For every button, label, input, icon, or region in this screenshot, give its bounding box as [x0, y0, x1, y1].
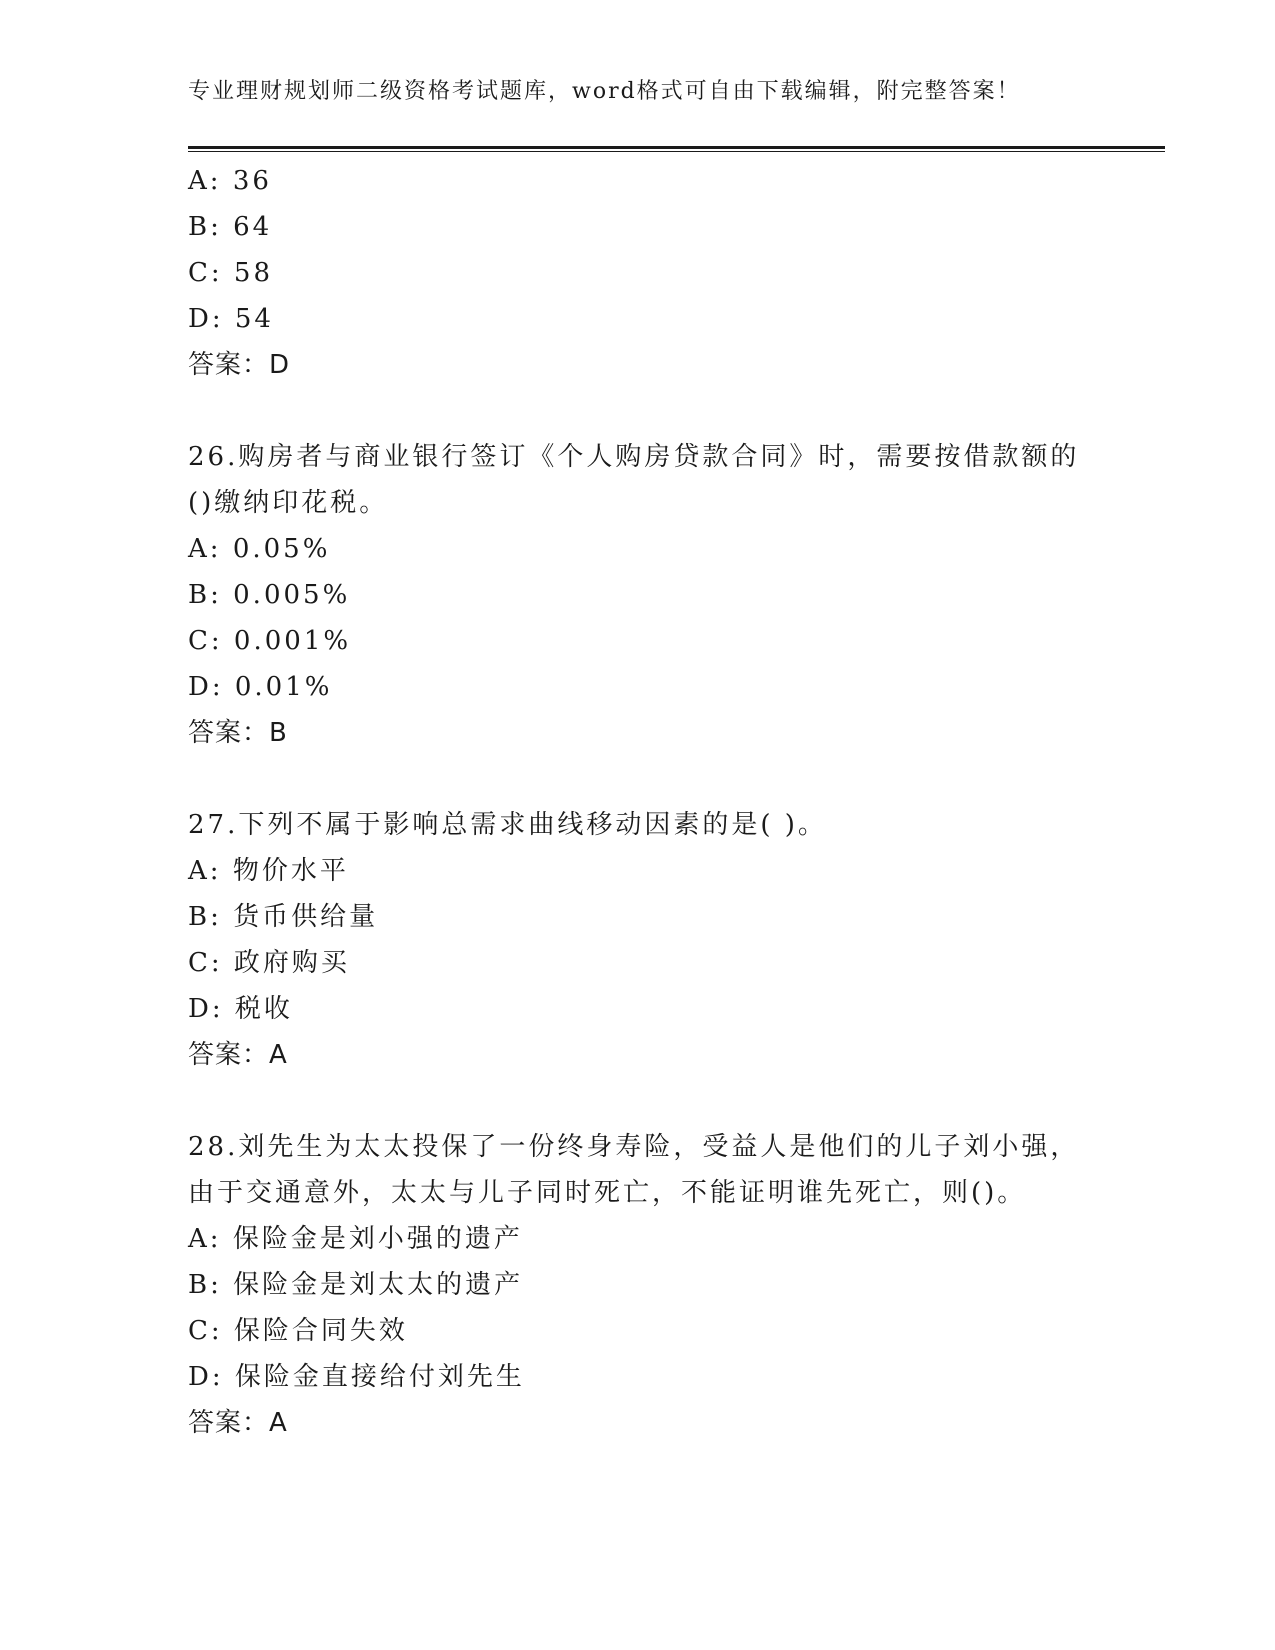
question-27 — [188, 802, 1148, 1078]
question-28 — [188, 1124, 1148, 1446]
header-rule-thick — [188, 146, 1165, 149]
document-body — [188, 158, 1148, 1446]
question-text: 26.购房者与商业银行签订《个人购房贷款合同》时，需要按借款额的 — [188, 442, 1080, 472]
question-text: 27.下列不属于影响总需求曲线移动因素的是( )。 — [188, 810, 827, 840]
option-b: B: 货币供给量 — [188, 902, 379, 932]
option-d: D: 税收 — [188, 994, 293, 1024]
question-text: 由于交通意外，太太与儿子同时死亡，不能证明谁先死亡，则()。 — [188, 1178, 1027, 1208]
option-d: D: 0.01% — [188, 672, 333, 702]
option-d: D: 保险金直接给付刘先生 — [188, 1362, 525, 1392]
option-a: A: 保险金是刘小强的遗产 — [188, 1224, 523, 1254]
header-rule-thin — [188, 151, 1165, 152]
page-header: 专业理财规划师二级资格考试题库，word格式可自由下载编辑，附完整答案！ — [188, 79, 1021, 104]
answer: 答案：D — [188, 350, 291, 380]
option-c: C: 0.001% — [188, 626, 352, 656]
question-text: 28.刘先生为太太投保了一份终身寿险，受益人是他们的儿子刘小强， — [188, 1132, 1080, 1162]
carryover-question — [188, 158, 1148, 388]
answer: 答案：A — [188, 1408, 288, 1438]
option-a: A: 36 — [188, 166, 272, 196]
spacer — [188, 1078, 1148, 1124]
option-d: D: 54 — [188, 304, 274, 334]
option-a: A: 0.05% — [188, 534, 331, 564]
question-26 — [188, 434, 1148, 756]
answer: 答案：B — [188, 718, 288, 748]
option-b: B: 0.005% — [188, 580, 351, 610]
option-a: A: 物价水平 — [188, 856, 349, 886]
option-c: C: 政府购买 — [188, 948, 350, 978]
option-c: C: 保险合同失效 — [188, 1316, 408, 1346]
question-text: ()缴纳印花税。 — [188, 488, 389, 518]
option-c: C: 58 — [188, 258, 274, 288]
answer: 答案：A — [188, 1040, 288, 1070]
option-b: B: 64 — [188, 212, 273, 242]
option-b: B: 保险金是刘太太的遗产 — [188, 1270, 524, 1300]
spacer — [188, 756, 1148, 802]
spacer — [188, 388, 1148, 434]
